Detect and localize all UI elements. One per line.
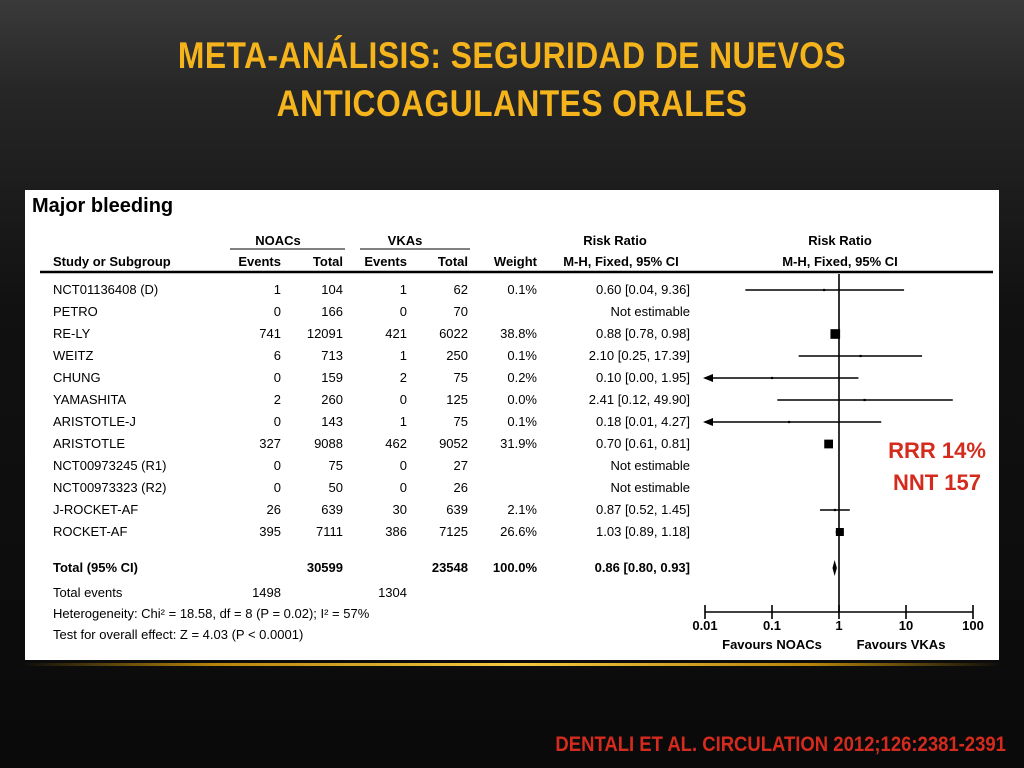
forest-marks — [703, 289, 953, 576]
row-2-ci-text: 0.88 [0.78, 0.98] — [596, 326, 690, 341]
row-5-ci-text: 2.41 [0.12, 49.90] — [588, 392, 690, 407]
row-3-ci-text: 2.10 [0.25, 17.39] — [588, 348, 690, 363]
axis-ticks — [692, 605, 984, 633]
callout-rrr: RRR 14% — [888, 438, 986, 463]
row-7-e1: 327 — [259, 436, 281, 451]
row-0-point — [823, 289, 825, 291]
row-total-n2: 23548 — [431, 560, 468, 575]
row-0-n2: 62 — [453, 282, 468, 297]
row-1-n1: 166 — [321, 304, 343, 319]
slide-title-line-1: META-ANÁLISIS: SEGURIDAD DE NUEVOS — [177, 35, 847, 76]
row-11-point — [836, 528, 844, 536]
row-5-weight: 0.0% — [507, 392, 537, 407]
row-3-e2: 1 — [399, 348, 407, 363]
row-total-name: Total (95% CI) — [53, 560, 138, 575]
row-6-e2: 1 — [399, 414, 407, 429]
slide-title — [123, 32, 900, 128]
row-1-e2: 0 — [399, 304, 407, 319]
row-2-name: RE-LY — [53, 326, 91, 341]
row-5-name: YAMASHITA — [53, 392, 127, 407]
col-ci-left: M-H, Fixed, 95% CI — [563, 254, 679, 269]
row-total-weight: 100.0% — [492, 560, 537, 575]
row-9-name: NCT00973323 (R2) — [53, 480, 167, 495]
row-10-e2: 30 — [392, 502, 407, 517]
row-10-e1: 26 — [266, 502, 281, 517]
row-8-n1: 75 — [328, 458, 343, 473]
row-0-weight: 0.1% — [507, 282, 537, 297]
citation: DENTALI ET AL. CIRCULATION 2012;126:2381-2391 — [555, 733, 1006, 756]
row-0-n1: 104 — [321, 282, 343, 297]
row-11-e2: 386 — [385, 524, 407, 539]
row-7-n1: 9088 — [314, 436, 343, 451]
row-5-e2: 0 — [399, 392, 407, 407]
row-2-n2: 6022 — [439, 326, 468, 341]
row-9-n2: 26 — [453, 480, 468, 495]
row-8-ci-text: Not estimable — [610, 458, 690, 473]
row-total-n1: 30599 — [306, 560, 343, 575]
row-1-e1: 0 — [273, 304, 281, 319]
row-1-n2: 70 — [453, 304, 468, 319]
study-rows — [53, 282, 690, 575]
row-6-arrow-left — [703, 418, 713, 426]
row-9-n1: 50 — [328, 480, 343, 495]
row-6-ci-text: 0.18 [0.01, 4.27] — [596, 414, 690, 429]
row-total-ci-text: 0.86 [0.80, 0.93] — [594, 560, 690, 575]
row-5-n1: 260 — [321, 392, 343, 407]
row-2-weight: 38.8% — [500, 326, 537, 341]
row-6-e1: 0 — [273, 414, 281, 429]
col-study: Study or Subgroup — [53, 254, 171, 269]
col-noacs-total: Total — [312, 254, 343, 269]
axis-tick-label-3: 10 — [898, 618, 914, 633]
row-10-point — [834, 509, 836, 511]
row-0-e2: 1 — [399, 282, 407, 297]
col-weight: Weight — [493, 254, 537, 269]
callout-nnt: NNT 157 — [892, 470, 982, 495]
col-ci-right: M-H, Fixed, 95% CI — [782, 254, 898, 269]
row-4-name: CHUNG — [53, 370, 101, 385]
row-11-ci-text: 1.03 [0.89, 1.18] — [596, 524, 690, 539]
row-0-e1: 1 — [273, 282, 281, 297]
row-7-e2: 462 — [385, 436, 407, 451]
row-8-e2: 0 — [399, 458, 407, 473]
forest-plot-svg — [25, 190, 999, 660]
row-4-n2: 75 — [453, 370, 468, 385]
row-10-n2: 639 — [446, 502, 468, 517]
row-6-point — [788, 421, 790, 423]
row-0-ci-text: 0.60 [0.04, 9.36] — [596, 282, 690, 297]
favours-left: Favours NOACs — [722, 637, 822, 652]
row-3-n1: 713 — [321, 348, 343, 363]
overall-effect-text: Test for overall effect: Z = 4.03 (P < 0.0001) — [53, 627, 304, 642]
row-0-name: NCT01136408 (D) — [53, 282, 159, 297]
row-11-weight: 26.6% — [500, 524, 537, 539]
row-11-n1: 7111 — [316, 524, 343, 539]
total-diamond — [833, 560, 837, 576]
chart-title: Major bleeding — [32, 195, 174, 217]
row-8-n2: 27 — [453, 458, 468, 473]
row-10-n1: 639 — [321, 502, 343, 517]
col-vkas-events: Events — [364, 254, 407, 269]
row-11-n2: 7125 — [439, 524, 468, 539]
row-11-e1: 395 — [259, 524, 281, 539]
row-5-point — [863, 399, 865, 401]
row-3-point — [859, 355, 861, 357]
row-2-point — [830, 329, 840, 339]
row-6-n2: 75 — [453, 414, 468, 429]
row-1-name: PETRO — [53, 304, 98, 319]
row-4-ci-text: 0.10 [0.00, 1.95] — [596, 370, 690, 385]
header-risk-ratio-left: Risk Ratio — [583, 233, 647, 248]
row-4-point — [771, 377, 773, 379]
total-events-noacs: 1498 — [252, 585, 281, 600]
row-10-ci-text: 0.87 [0.52, 1.45] — [596, 502, 690, 517]
row-3-e1: 6 — [273, 348, 281, 363]
row-4-e2: 2 — [399, 370, 407, 385]
row-7-point — [824, 440, 833, 449]
total-events-label: Total events — [53, 585, 123, 600]
axis-tick-label-2: 1 — [835, 618, 843, 633]
row-7-ci-text: 0.70 [0.61, 0.81] — [596, 436, 690, 451]
row-2-n1: 12091 — [306, 326, 343, 341]
row-9-ci-text: Not estimable — [610, 480, 690, 495]
row-3-name: WEITZ — [53, 348, 94, 363]
row-2-e1: 741 — [259, 326, 281, 341]
row-1-ci-text: Not estimable — [610, 304, 690, 319]
row-5-n2: 125 — [446, 392, 468, 407]
row-3-weight: 0.1% — [507, 348, 537, 363]
col-vkas-total: Total — [437, 254, 468, 269]
slide-title-line-2: ANTICOAGULANTES ORALES — [276, 83, 748, 124]
favours-right: Favours VKAs — [856, 637, 946, 652]
row-7-n2: 9052 — [439, 436, 468, 451]
row-6-weight: 0.1% — [507, 414, 537, 429]
total-events-vkas: 1304 — [378, 585, 407, 600]
axis-tick-label-4: 100 — [962, 618, 984, 633]
row-11-name: ROCKET-AF — [53, 524, 128, 539]
gold-divider — [20, 663, 1004, 666]
row-4-e1: 0 — [273, 370, 281, 385]
row-6-n1: 143 — [321, 414, 343, 429]
axis-tick-label-0: 0.01 — [692, 618, 718, 633]
row-9-e2: 0 — [399, 480, 407, 495]
row-9-e1: 0 — [273, 480, 281, 495]
row-4-n1: 159 — [321, 370, 343, 385]
row-3-n2: 250 — [446, 348, 468, 363]
row-7-name: ARISTOTLE — [53, 436, 126, 451]
row-5-e1: 2 — [273, 392, 281, 407]
header-noacs: NOACs — [255, 233, 301, 248]
row-4-weight: 0.2% — [507, 370, 537, 385]
row-6-name: ARISTOTLE-J — [53, 414, 136, 429]
header-risk-ratio-right: Risk Ratio — [808, 233, 872, 248]
col-noacs-events: Events — [238, 254, 281, 269]
axis-tick-label-1: 0.1 — [762, 618, 782, 633]
row-10-weight: 2.1% — [507, 502, 537, 517]
forest-plot-figure — [25, 190, 999, 660]
row-8-name: NCT00973245 (R1) — [53, 458, 167, 473]
row-7-weight: 31.9% — [500, 436, 537, 451]
row-8-e1: 0 — [273, 458, 281, 473]
row-2-e2: 421 — [385, 326, 407, 341]
row-4-arrow-left — [703, 374, 713, 382]
row-10-name: J-ROCKET-AF — [53, 502, 139, 517]
header-vkas: VKAs — [387, 233, 423, 248]
heterogeneity-text: Heterogeneity: Chi² = 18.58, df = 8 (P = 0.02); I² = 57% — [53, 606, 370, 621]
